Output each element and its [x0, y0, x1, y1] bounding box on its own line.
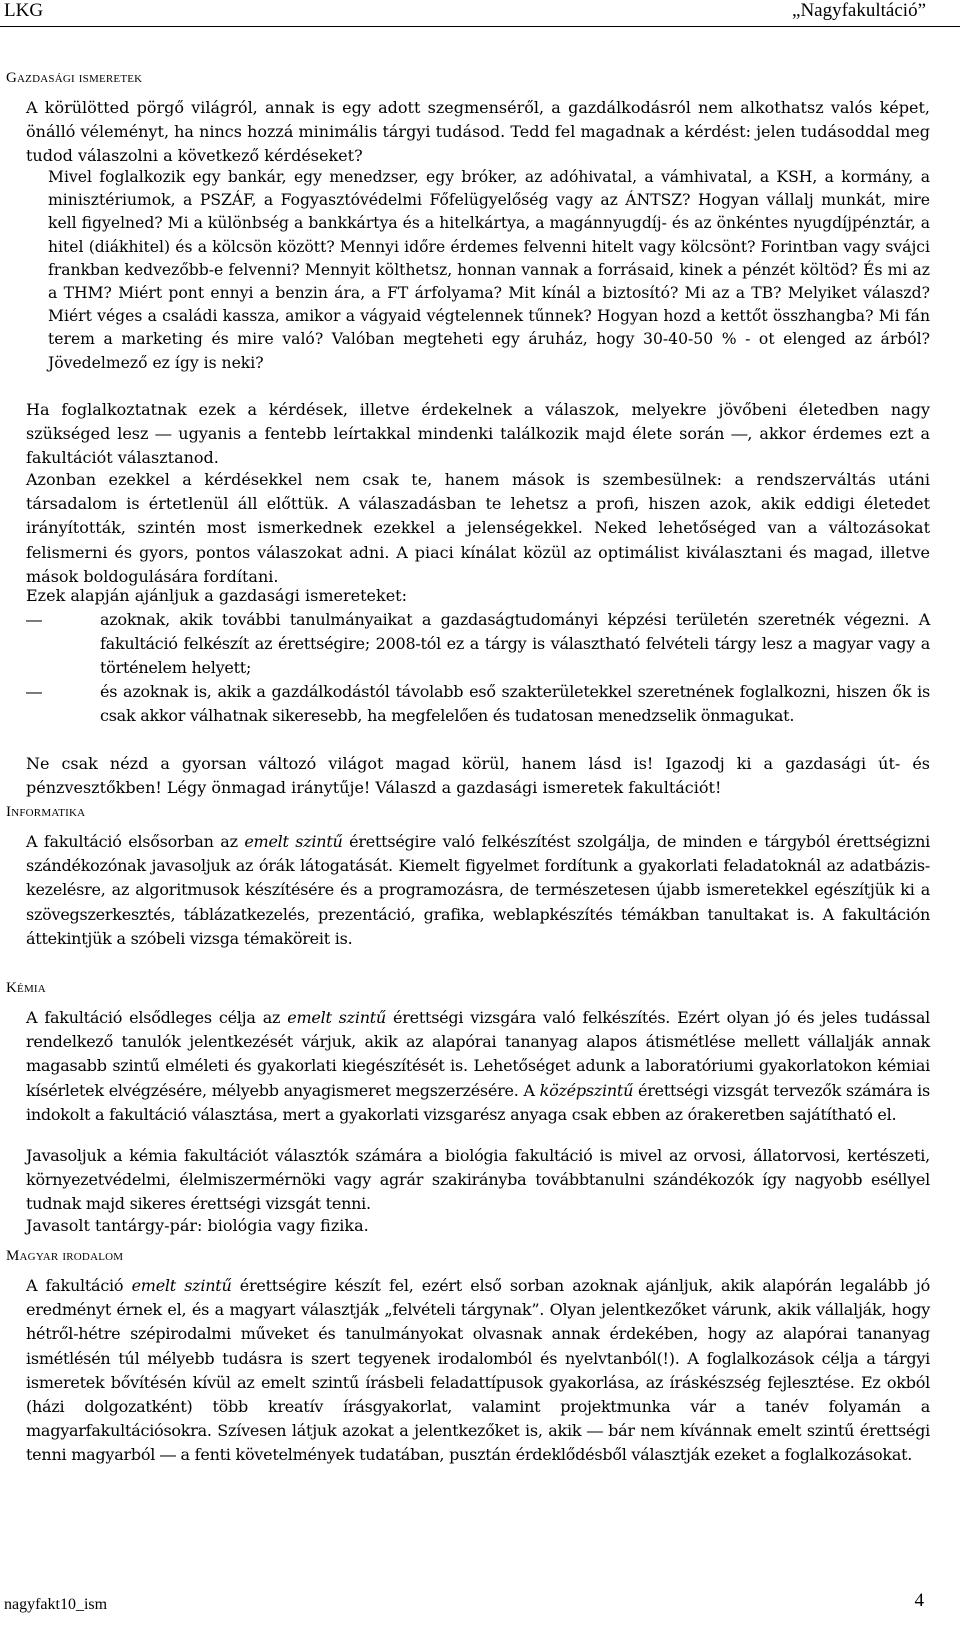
- page-number: 4: [914, 1590, 924, 1611]
- list-item-text: és azoknak is, akik a gazdálkodástól távolabb eső szakterületekkel szeretnének foglalkozni, hiszen ők is csak akkor válhatnak sikeresebb, ha megfelelően és tudatosan menedzselik önmagukat.: [100, 682, 930, 726]
- kemia-paragraph-3: Javasolt tantárgy-pár: biológia vagy fizika.: [26, 1216, 369, 1235]
- dash-bullet-icon: ―: [26, 682, 42, 701]
- list-item: [26, 680, 930, 728]
- list-item-text: azoknak, akik további tanulmányaikat a gazdaságtudományi képzési területén szeretnék végezni. A fakultáció felkészít az érettségire; 2008-tól ez a tárgy is választható felvételi tárgy lesz a magyar vagy a történelem helyett;: [100, 610, 930, 678]
- informatika-paragraph: A fakultáció elsősorban az emelt szintű érettségire való felkészítést szolgálja, de minden e tárgyból érettségizni szándékozónak javasoljuk az órák látogatását. Kiemelt figyelmet fordítunk a gyakorlati feladatoknál az adatbázis-kezelésre, az algoritmusok készítésére és a programozásra, de természetesen újabb ismeretekkel egészítjük ki a szövegszerkesztés, táblázatkezelés, prezentáció, grafika, weblapkészítés témákban tanultakat is. A fakultáción áttekintjük a szóbeli vizsga témaköreit is.: [26, 832, 930, 948]
- header-school: LKG: [4, 0, 44, 21]
- magyar-paragraph: A fakultáció emelt szintű érettségire készít fel, ezért első sorban azoknak ajánljuk, akik alapórán legalább jó eredményt érnek el, és a magyart választják „felvételi tárgynak”. Olyan jelentkezőket várunk, akik vállalják, hogy hétről-hétre szépirodalmi műveket és tanulmányokat olvasnak annak érdekében, hogy az alapórai tananyag ismétlésén túl mélyebb tudásra is szert tegyenek irodalomból és nyelvtanból(!). A foglalkozások célja a tárgyi ismeretek bővítésén kívül az emelt szintű írásbeli feladattípusok gyakorlása, az íráskészség fejlesztése. Ez okból (házi dolgozatként) több kreatív írásgyakorlat, valamint projektmunka vár a tanév folyamán a magyarfakultációsokra. Szívesen látjuk azokat a jelentkezőket is, akik ― bár nem kívánnak emelt szintű érettségi tenni magyarból ― a fenti követelmények tudatában, pusztán érdeklődésből választják ezeket a foglalkozásokat.: [26, 1276, 931, 1465]
- kemia-paragraph-2: Javasoljuk a kémia fakultációt választók számára a biológia fakultáció is mivel az orvosi, állatorvosi, kertészeti, környezetvédelmi, élelmiszermérnöki vagy agrár szakirányba továbbtanulni szándékozók így nagyobb eséllyel tudnak majd sikeres érettségi vizsgát tenni.: [26, 1146, 930, 1214]
- dash-bullet-icon: ―: [26, 610, 42, 629]
- section-title-gazdasagi: Gazdasági ismeretek: [6, 70, 143, 86]
- gazdasagi-questions: Mivel foglalkozik egy bankár, egy menedzser, egy bróker, az adóhivatal, a vámhivatal, a KSH, a kormány, a minisztériumok, a PSZÁF, a Fogyasztóvédelmi Főfelügyelőség vagy az ÁNTSZ? Hogyan vállalj munkát, mire kell figyelned? Mi a különbség a bankkártya és a hitelkártya, a magánnyugdíj- és az önkéntes nyugdíjpénztár, a hitel (diákhitel) és a kölcsön között? Mennyi időre érdemes felvenni hitelt vagy kölcsönt? Forintban vagy svájci frankban kedvezőbb-e felvenni? Mennyit költhetsz, honnan vannak a forrásaid, kinek a pénzét költöd? És mi az a THM? Miért pont ennyi a benzin ára, a FT árfolyama? Mit kínál a biztosító? Mi az a TB? Melyiket válaszd? Miért véges a családi kassza, amikor a vágyaid végtelennek tűnnek? Hogyan hozd a kettőt összhangba? Mi fán terem a marketing és mire való? Valóban megteheti egy áruház, hogy 30-40-50 % - ot elenged az árból? Jövedelmező ez így is neki?: [48, 168, 930, 372]
- gazdasagi-intro: A körülötted pörgő világról, annak is egy adott szegmenséről, a gazdálkodásról nem alkothatsz valós képet, önálló véleményt, ha nincs hozzá minimális tárgyi tudásod. Tedd fel magadnak a kérdést: jelen tudásoddal meg tudod válaszolni a következő kérdéseket?: [26, 98, 930, 166]
- gazdasagi-paragraph-2: Azonban ezekkel a kérdésekkel nem csak te, hanem mások is szembesülnek: a rendszerváltás utáni társadalom is értetlenül áll előttük. A válaszadásban te lehetsz a profi, hiszen azok, akik eddigi életedet irányították, szintén most ismerkednek ezekkel a jelenségekkel. Neked lehetőséged van a változásokat felismerni és gyors, pontos válaszokat adni. A piaci kínálat közül az optimálist kiválasztani és magad, illetve mások boldogulására fordítani.: [26, 470, 930, 586]
- footer-filename: nagyfakt10_ism: [4, 1596, 108, 1613]
- section-title-kemia: Kémia: [6, 980, 46, 996]
- header-doc-title: „Nagyfakultáció”: [792, 0, 926, 21]
- section-title-informatika: Informatika: [6, 804, 86, 820]
- gazdasagi-paragraph-4: Ne csak nézd a gyorsan változó világot magad körül, hanem lásd is! Igazodj ki a gazdasági út- és pénzvesztőkben! Légy önmagad iránytűje! Válaszd a gazdasági ismeretek fakultációt!: [26, 754, 930, 798]
- gazdasagi-paragraph-1: Ha foglalkoztatnak ezek a kérdések, illetve érdekelnek a válaszok, melyekre jövőbeni életedben nagy szükséged lesz ― ugyanis a fentebb leírtakkal mindenki találkozik majd élete során ―, akkor érdemes ezt a fakultációt választanod.: [26, 400, 930, 468]
- list-item: [26, 608, 930, 681]
- section-title-magyar: Magyar irodalom: [6, 1248, 124, 1264]
- page-header: [0, 0, 960, 27]
- kemia-paragraph-1: A fakultáció elsődleges célja az emelt szintű érettségi vizsgára való felkészítés. Ezért olyan jó és jeles tudással rendelkező tanulók jelentkezését várjuk, akik az alapórai tananyag alapos átismétlése mellett vállalják annak magasabb szintű elméleti és gyakorlati kiegészítését is. Lehetőséget adunk a laboratóriumi gyakorlatokon kémiai kísérletek elvégzésére, mélyebb anyagismeret megszerzésére. A középszintű érettségi vizsgát tervezők számára is indokolt a fakultáció választása, mert a gyakorlati vizsgarész anyaga csak ebben az órakeretben sajátítható el.: [26, 1008, 931, 1124]
- gazdasagi-paragraph-3: Ezek alapján ajánljuk a gazdasági ismereteket:: [26, 586, 407, 605]
